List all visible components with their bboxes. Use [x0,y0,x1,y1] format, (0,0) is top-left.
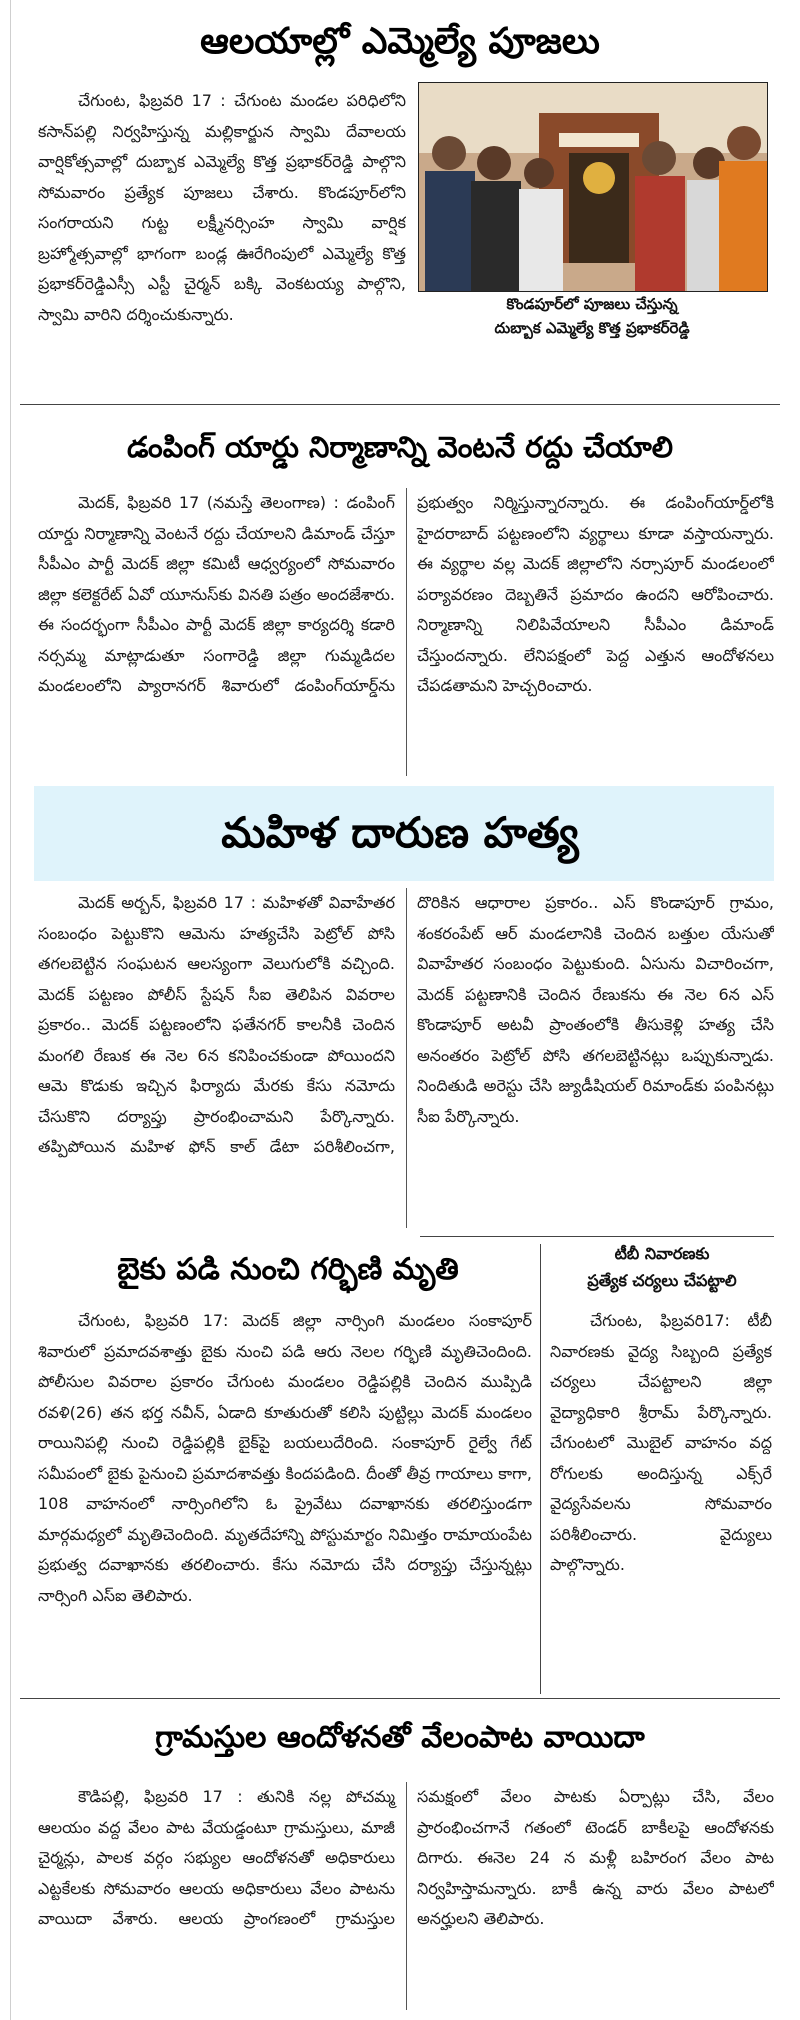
divider-2 [420,1236,774,1237]
divider-3 [20,1698,780,1699]
article5-text: చేగుంట, ఫిబ్రవరి17: టీబీ నివారణకు వైద్య సిబ్బంది ప్రత్యేక చర్యలు చేపట్టాలని జిల్లా వైద్యాధికారి శ్రీరామ్ పేర్కొన్నారు. చేగుంటలో మొబైల్ వాహనం వద్ద రోగులకు అందిస్తున్న ఎక్స్‌రే వైద్యసేవలను సోమవారం పరిశీలించారు. వైద్యులు పాల్గొన్నారు. [550,1311,772,1574]
article3-body [38,888,774,1228]
article5-headline-line2: ప్రత్యేక చర్యలు చేపట్టాలి [587,1271,737,1290]
article6-body [38,1782,774,2010]
caption-line1: కొండపూర్‌లో పూజలు చేస్తున్న [506,295,678,313]
caption-line2: దుబ్బాక ఎమ్మెల్యే కొత్త ప్రభాకర్‌రెడ్డి [494,319,690,337]
article5-headline-line1: టీబీ నివారణకు [614,1244,710,1263]
article1-headline: ఆలయాల్లో ఎమ్మెల్యే పూజలు [200,21,600,62]
article4-body [38,1306,532,1690]
article2-text: మెదక్, ఫిబ్రవరి 17 (నమస్తే తెలంగాణ) : డంపింగ్ యార్డు నిర్మాణాన్ని వెంటనే రద్దు చేయాలని డిమాండ్ చేస్తూ సీపీఎం పార్టీ మెదక్ జిల్లా కమిటీ ఆధ్వర్యంలో సోమవారం జిల్లా కలెక్టరేట్ ఏవో యూనుస్‌కు వినతి పత్రం అందజేశారు. ఈ సందర్భంగా సీపీఎం పార్టీ మెదక్ జిల్లా కార్యదర్శి కడారి నర్సమ్మ మాట్లాడుతూ సంగారెడ్డి జిల్లా గుమ్మడిదల మండలంలోని ప్యారానగర్ శివారులో డంపింగ్‌యార్డ్‌ను ప్రభుత్వం నిర్మిస్తున్నారన్నారు. ఈ డంపింగ్‌యార్డ్‌లోకి హైదరాబాద్ పట్టణంలోని వ్యర్థాలు కూడా వస్తాయన్నారు. ఈ వ్యర్థాల వల్ల మెదక్ జిల్లాలోని నర్సాపూర్ మండలంలో పర్యావరణం దెబ్బతినే ప్రమాదం ఉందని ఆరోపించారు. నిర్మాణాన్ని నిలిపివేయాలని సీపీఎం డిమాండ్ చేస్తుందన్నారు. లేనిపక్షంలో పెద్ద ఎత్తున ఆందోళనలు చేపడతామని హెచ్చరించారు. [38,493,774,695]
article5-headline [548,1240,776,1294]
article2-body [38,488,774,776]
article3-headline: మహిళ దారుణ హత్య [221,808,579,857]
article1-text: చేగుంట, ఫిబ్రవరి 17 : చేగుంట మండల పరిధిలోని కసాన్‌పల్లి నిర్వహిస్తున్న మల్లికార్జున స్వామి దేవాలయ వార్షికోత్సవాల్లో దుబ్బాక ఎమ్మెల్యే కొత్త ప్రభాకర్‌రెడ్డి పాల్గొని సోమవారం ప్రత్యేక పూజలు చేశారు. కొండపూర్‌లోని సంగరాయని గుట్ట లక్ష్మీనర్సింహ స్వామి వార్షిక బ్రహ్మోత్సవాల్లో భాగంగా బండ్ల ఊరేగింపులో ఎమ్మెల్యే కొత్త ప్రభాకర్‌రెడ్డిఎస్సీ ఎస్టీ చైర్మన్ బక్కి వెంకటయ్య పాల్గొని, స్వామి వారిని దర్శించుకున్నారు. [38,91,406,324]
article6-text: కౌడిపల్లి, ఫిబ్రవరి 17 : తునికి నల్ల పోచమ్మ ఆలయం వద్ద వేలం పాట వేయడ్డంటూ గ్రామస్తులు, మాజీ చైర్మన్లు, పాలక వర్గం సభ్యుల ఆందోళనతో అధికారులు ఎట్టకేలకు సోమవారం ఆలయ అధికారులు వేలం పాటను వాయిదా వేశారు. ఆలయ ప్రాంగణంలో గ్రామస్తుల సమక్షంలో వేలం పాటకు ఏర్పాట్లు చేసి, వేలం ప్రారంభించగానే గతంలో టెండర్ బాకీలపై ఆందోళనకు దిగారు. ఈనెల 24 న మళ్లీ బహిరంగ వేలం పాట నిర్వహిస్తామన్నారు. బాకీ ఉన్న వారు వేలం పాటలో అనర్హులని తెలిపారు. [38,1787,774,1928]
sidebar-divider [540,1244,541,1694]
temple-photo [418,82,768,292]
article4-headline: బైకు పడి నుంచి గర్భిణి మృతి [117,1252,459,1287]
article5-body [550,1306,772,1690]
article6-headline: గ్రామస్తుల ఆందోళనతో వేలంపాట వాయిదా [155,1720,645,1755]
article4-text: చేగుంట, ఫిబ్రవరి 17: మెదక్ జిల్లా నార్సింగి మండలం సంకాపూర్ శివారులో ప్రమాదవశాత్తు బైకు నుంచి పడి ఆరు నెలల గర్భిణి మృతిచెందింది. పోలీసుల వివరాల ప్రకారం చేగుంట మండలం రెడ్డిపల్లికి చెందిన ముప్పిడి రవళి(26) తన భర్త నవీన్, ఏడాది కూతురుతో కలిసి పుట్టిల్లు మెదక్ మండలం రాయినిపల్లి నుంచి రెడ్డిపల్లికి బైక్‌పై బయలుదేరింది. సంకాపూర్ రైల్వే గేట్ సమీపంలో బైకు పైనుంచి ప్రమాదశావత్తు కిందపడింది. దీంతో తీవ్ర గాయాలు కాగా, 108 వాహనంలో నార్సింగిలోని ఓ ప్రైవేటు దవాఖానకు తరలిస్తుండగా మార్గమధ్యలో మృతిచెందింది. మృతదేహాన్ని పోస్టుమార్టం నిమిత్తం రామాయంపేట ప్రభుత్వ దవాఖానకు తరలించారు. కేసు నమోదు చేసి దర్యాప్తు చేస్తున్నట్లు నార్సింగి ఎస్ఐ తెలిపారు. [38,1311,532,1605]
divider-1 [20,404,780,405]
photo-caption [418,292,766,340]
temple-photo-image [419,83,767,291]
article3-text: మెదక్ అర్బన్, ఫిబ్రవరి 17 : మహిళతో వివాహేతర సంబంధం పెట్టుకొని ఆమెను హత్యచేసి పెట్రోల్ పోసి తగలబెట్టిన సంఘటన ఆలస్యంగా వెలుగులోకి వచ్చింది. మెదక్ పట్టణం పోలీస్ స్టేషన్ సీఐ తెలిపిన వివరాల ప్రకారం.. మెదక్ పట్టణంలోని ఫతేనగర్ కాలనీకి చెందిన మంగలి రేణుక ఈ నెల 6న కనిపించకుండా పోయిందని ఆమె కొడుకు ఇచ్చిన ఫిర్యాదు మేరకు కేసు నమోదు చేసుకొని దర్యాప్తు ప్రారంభించామని పేర్కొన్నారు. తప్పిపోయిన మహిళ ఫోన్ కాల్ డేటా పరిశీలించగా, దొరికిన ఆధారాల ప్రకారం.. ఎస్ కొండాపూర్ గ్రామం, శంకరంపేట్ ఆర్ మండలానికి చెందిన బత్తుల యేసుతో వివాహేతర సంబంధం పెట్టుకుంది. ఏసును విచారించగా, మెదక్ పట్టణానికి చెందిన రేణుకను ఈ నెల 6న ఎస్ కొండాపూర్ అటవీ ప్రాంతంలోకి తీసుకెళ్లి హత్య చేసి అనంతరం పెట్రోల్ పోసి తగలబెట్టినట్లు ఒప్పుకున్నాడు. నిందితుడి అరెస్టు చేసి జ్యుడీషియల్ రిమాండ్‌కు పంపినట్లు సీఐ పేర్కొన్నారు. [38,893,774,1156]
article2-headline: డంపింగ్ యార్డు నిర్మాణాన్ని వెంటనే రద్దు చేయాలి [127,430,673,464]
article1-body [38,86,406,396]
